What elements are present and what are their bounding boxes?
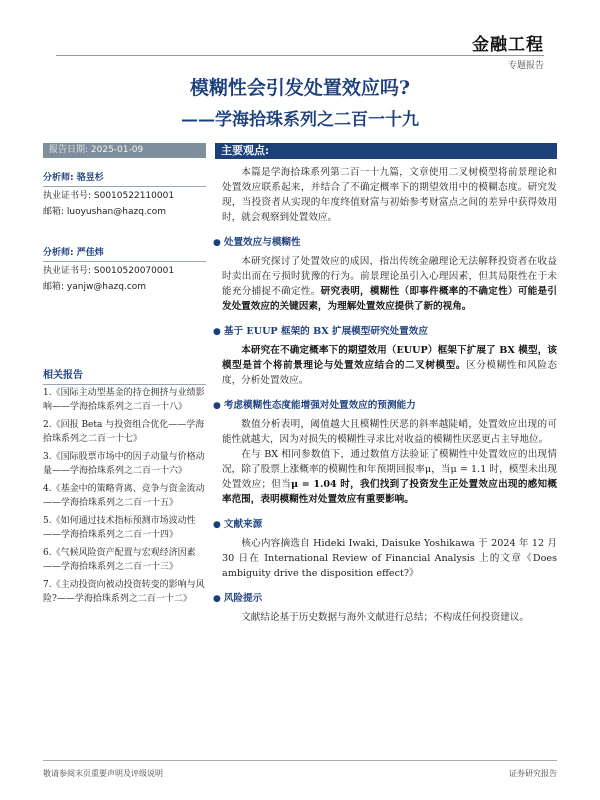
- header-divider: [56, 55, 544, 56]
- section-heading: [213, 591, 557, 607]
- section-heading: [213, 517, 557, 533]
- paragraph-pre-text: 在与 BX 相同参数值下，通过数值方法验证了模糊性中处置效应的出现情况，除了股票上涨概率的模糊性和年预期回报率μ，当μ = 1.1 时，模型未出现处置效应；但当: [222, 449, 557, 490]
- section-heading: [213, 235, 557, 251]
- footer-label: 证券研究报告: [509, 769, 557, 778]
- related-report-item[interactable]: 3.《国际股票市场中的因子动量与价格动量——学海拾珠系列之二百一十六》: [43, 452, 205, 476]
- section-title: 基于 EUUP 框架的 BX 扩展模型研究处置效应: [223, 326, 428, 337]
- section-paragraph: [222, 254, 557, 314]
- report-date-bar: 报告日期: 2025-01-09: [43, 143, 206, 158]
- related-report-item[interactable]: 7.《主动投资向被动投资转变的影响与风险?——学海拾珠系列之二百一十二》: [43, 580, 205, 604]
- bullet-icon: ●: [213, 238, 221, 248]
- report-title: 模糊性会引发处置效应吗?: [189, 77, 411, 99]
- related-report-item[interactable]: 4.《基金中的策略背离、竞争与资金流动——学海拾珠系列之二百一十五》: [43, 484, 205, 508]
- report-subtitle: ——学海拾珠系列之二百一十九: [181, 110, 419, 130]
- related-reports-list: [43, 386, 208, 610]
- section-paragraph: [222, 343, 557, 388]
- analyst-name: 分析师: 严佳炜: [43, 235, 206, 262]
- header-brand: 金融工程: [472, 35, 544, 55]
- intro-paragraph: 本篇是学海拾珠系列第二百一十九篇，文章使用二叉树模型将前景理论和处置效应联系起来，并结合了不确定概率下的期望效用中的模糊态度。研究发现，当投资者从实现的年度终值财富与初始参考财富点之间的差异中获得效用时，就会观察到处置效应。: [222, 167, 557, 223]
- analyst-name: 分析师: 骆昱杉: [43, 160, 206, 187]
- bullet-icon: ●: [213, 520, 221, 530]
- footer-disclaimer: 敬请参阅末页重要声明及评级说明: [43, 769, 163, 778]
- section-title: 处置效应与模糊性: [223, 237, 301, 248]
- main-points-label: 主要观点:: [221, 144, 270, 157]
- paragraph-bold-text: 本研究在不确定概率下的期望效用（EUUP）框架下扩展了 BX 模型，该模型是首个将前景理论与处置效应结合的二叉树模型。: [222, 345, 557, 371]
- paragraph-bold-text: μ = 1.04 时，我们找到了投资发生正处置效应出现的感知概率范围，表明模糊性对处置效应有重要影响。: [222, 479, 558, 505]
- paragraph-pre-text: 本研究探讨了处置效应的成因，指出传统金融理论无法解释投资者在收益时卖出而在亏损时犹豫的行为。前景理论虽引入心理因素，但其局限性在于未能充分捕捉不确定性。: [222, 256, 557, 297]
- bullet-icon: ●: [213, 594, 221, 604]
- section: [213, 324, 558, 388]
- paragraph-pre-text: 数值分析表明，阈值越大且模糊性厌恶的斜率越陡峭，处置效应出现的可能性就越大，因为对损失的模糊性寻求比对收益的模糊性厌恶更占主导地位。: [222, 419, 557, 445]
- analyst-email[interactable]: 邮箱: luoyushan@hazq.com: [43, 207, 166, 217]
- main-body: [213, 165, 558, 625]
- analyst-cert: 执业证书号: S0010520070001: [43, 266, 175, 276]
- analyst-email[interactable]: 邮箱: yanjw@hazq.com: [43, 282, 147, 292]
- paragraph-post-text: 区分模糊性和风险态度，分析处置效应。: [222, 360, 558, 386]
- related-report-item[interactable]: 2.《回报 Beta 与投资组合优化——学海拾珠系列之二百一十七》: [43, 420, 205, 444]
- section: [213, 235, 558, 314]
- section-paragraph: [222, 447, 557, 507]
- main-points-bar: [215, 143, 557, 159]
- paragraph-pre-text: 文献结论基于历史数据与海外文献进行总结；不构成任何投资建议。: [241, 612, 529, 623]
- related-report-item[interactable]: 5.《如何通过技术指标预测市场波动性——学海拾珠系列之二百一十四》: [43, 516, 196, 540]
- section-title: 风险提示: [223, 593, 263, 604]
- section-heading: [213, 398, 557, 414]
- related-reports-heading: 相关报告: [43, 366, 206, 385]
- analyst-cert: 执业证书号: S0010522110001: [43, 191, 175, 201]
- header-subtitle: 专题报告: [507, 61, 544, 71]
- section: [213, 517, 557, 581]
- analyst-column: [43, 160, 206, 294]
- section-title: 考虑模糊性态度能增强对处置效应的预测能力: [223, 400, 416, 411]
- section-title: 文献来源: [223, 519, 263, 530]
- related-report-item[interactable]: 6.《气候风险资产配置与宏观经济因素——学海拾珠系列之二百一十三》: [43, 548, 196, 572]
- footer-divider: [43, 760, 557, 761]
- section: [213, 398, 558, 507]
- section: [213, 591, 557, 625]
- section-paragraph: [222, 536, 557, 581]
- related-report-item[interactable]: 1.《国际主动型基金的持仓拥挤与业绩影响——学海拾珠系列之二百一十八》: [43, 388, 205, 412]
- section-paragraph: [222, 610, 557, 625]
- bullet-icon: ●: [213, 327, 221, 337]
- bullet-icon: ●: [213, 401, 221, 411]
- paragraph-bold-text: 研究表明，模糊性（即事件概率的不确定性）可能是引发处置效应的关键因素，为理解处置效应提供了新的视角。: [222, 286, 558, 312]
- section-paragraph: [222, 417, 557, 447]
- section-heading: [213, 324, 557, 340]
- paragraph-pre-text: 核心内容摘选自 Hideki Iwaki, Daisuke Yoshikawa 于 2024 年 12 月 30 日在 International Review of Financial Analysis 上的文章《Does ambiguity drive the disposition effect?》: [222, 538, 557, 579]
